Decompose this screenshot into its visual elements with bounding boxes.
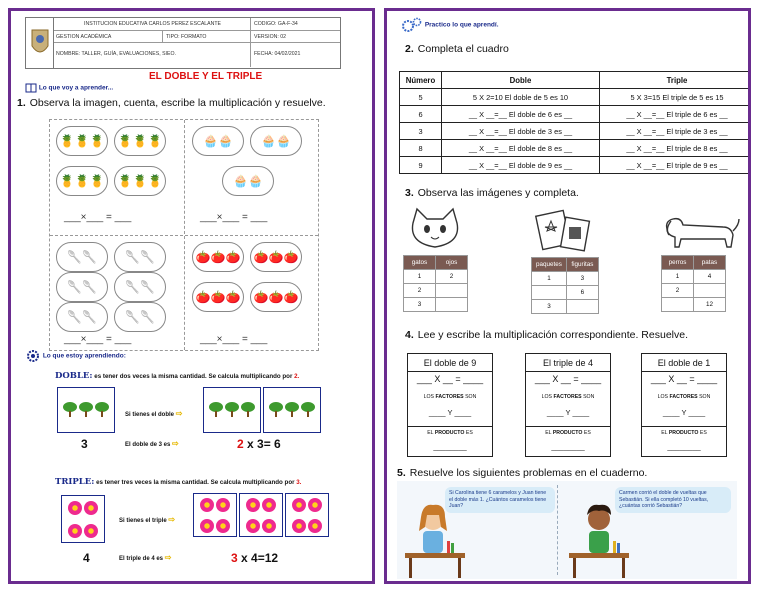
card-factors-blank[interactable]: ____ Y ____ [428, 408, 472, 417]
pineapple-group: 🍍🍍🍍 [114, 166, 166, 196]
spoon-group: 🥄🥄 [56, 242, 108, 272]
question-4: 4. Lee y escribe la multiplicación correspondiente. Resuelve. [405, 329, 688, 341]
dogs-legs-table: perros patas 1 4 2 12 [661, 255, 726, 312]
school-crest-icon [26, 18, 54, 68]
answer-blank[interactable]: ___×___ = ___ [200, 212, 268, 223]
tree-icon [95, 402, 109, 418]
gears-icon [401, 17, 423, 33]
triple-definition: TRIPLE: es tener tres veces la misma cantidad. Se calcula multiplicando por 3. [55, 477, 302, 487]
doc-type: TIPO: FORMATO [166, 33, 207, 40]
answer-blank[interactable]: ___×___ = ___ [64, 212, 132, 223]
spoon-group: 🥄🥄 [56, 272, 108, 302]
exercise-card-double-9: El doble de 9 ___ X __ = ____ LOS FACTORES SON ____ Y ____ EL PRODUCTO ES ________ [407, 353, 493, 457]
counting-image-grid [49, 119, 319, 351]
tree-icon [79, 402, 93, 418]
doble-if-label: Si tienes el doble ⇨ [125, 409, 183, 418]
doble-base-number: 3 [81, 437, 88, 451]
double-triple-table [399, 71, 751, 174]
doble-definition: DOBLE: es tener dos veces la misma cantidad. Se calcula multiplicando por 2. [55, 371, 300, 381]
question-5: 5. Resuelve los siguientes problemas en el cuaderno. [397, 467, 648, 479]
card-equation-blank[interactable]: ___ X __ = ____ [534, 374, 602, 384]
card-factors-blank[interactable]: ____ Y ____ [546, 408, 590, 417]
worksheet-page-right [384, 8, 751, 584]
tomato-group: 🍅🍅🍅 [250, 242, 302, 272]
gear-icon [25, 349, 41, 363]
intro-heading: Lo que voy a aprender... [25, 83, 113, 93]
management-label: GESTION ACADÉMICA [56, 33, 112, 40]
exercise-card-double-1: El doble de 1 ___ X __ = ____ LOS FACTORES SON ____ Y ____ EL PRODUCTO ES ________ [641, 353, 727, 457]
boy-at-desk-icon [567, 501, 631, 579]
col-header: Doble [442, 72, 600, 89]
tomato-group: 🍅🍅🍅 [250, 282, 302, 312]
flower-icon [84, 501, 98, 515]
card-product-blank[interactable]: ________ [433, 442, 467, 451]
school-header [25, 17, 341, 69]
cupcake-group: 🧁🧁 [192, 126, 244, 156]
cat-icon [407, 207, 463, 251]
institution-name: INSTITUCION EDUCATIVA CARLOS PEREZ ESCALANTE [84, 21, 222, 27]
pineapple-group: 🍍🍍🍍 [56, 166, 108, 196]
girl-at-desk-icon [403, 501, 467, 579]
flower-icon [84, 524, 98, 538]
answer-blank[interactable]: ___×___ = ___ [200, 334, 268, 345]
spoon-group: 🥄🥄 [114, 302, 166, 332]
doble-result: 2 x 3= 6 [237, 437, 281, 451]
table-row: 9 __ X __=__ El doble de 9 es __ __ X __=__ El triple de 9 es __ [400, 157, 752, 174]
arrow-right-icon: ⇨ [164, 553, 172, 562]
triple-base-number: 4 [83, 551, 90, 565]
flower-box-base [61, 495, 105, 543]
question-2: 2. Completa el cuadro [405, 43, 509, 55]
tree-box-double-1 [203, 387, 261, 433]
doc-date: FECHA: 04/02/2021 [254, 51, 301, 57]
arrow-right-icon: ⇨ [168, 515, 176, 524]
tree-icon [63, 402, 77, 418]
table-row: 3 __ X __=__ El doble de 3 es __ __ X __=__ El triple de 3 es __ [400, 123, 752, 140]
arrow-right-icon: ⇨ [172, 439, 179, 448]
flower-box-triple-2 [239, 493, 283, 537]
card-equation-blank[interactable]: ___ X __ = ____ [416, 374, 484, 384]
worksheet-page-left [8, 8, 375, 584]
flower-icon [68, 501, 82, 515]
answer-blank[interactable]: ___×___ = ___ [64, 334, 132, 345]
flower-box-triple-1 [193, 493, 237, 537]
learning-heading: Lo que estoy aprendiendo: [25, 349, 126, 363]
tree-box-double-2 [263, 387, 321, 433]
sticker-pack-icon [533, 205, 597, 257]
question-1: 1. Observa la imagen, cuenta, escribe la multiplicación y resuelve. [17, 97, 326, 109]
exercise-card-triple-4: El triple de 4 ___ X __ = ____ LOS FACTORES SON ____ Y ____ EL PRODUCTO ES ________ [525, 353, 611, 457]
col-header: Número [400, 72, 442, 89]
card-product-blank[interactable]: ________ [667, 442, 701, 451]
tomato-group: 🍅🍅🍅 [192, 282, 244, 312]
problems-scene [397, 481, 737, 579]
col-header: Triple [600, 72, 752, 89]
practice-heading: Practico lo que aprendí. [401, 17, 499, 33]
table-row: 5 5 X 2=10 El doble de 5 es 10 5 X 3=15 El triple de 5 es 15 [400, 89, 752, 106]
tomato-group: 🍅🍅🍅 [192, 242, 244, 272]
question-3: 3. Observa las imágenes y completa. [405, 187, 579, 199]
doc-name: NOMBRE: TALLER, GUÍA, EVALUACIONES, SIEO. [56, 51, 176, 57]
table-header-row [400, 72, 752, 89]
flower-icon [68, 524, 82, 538]
problem-2-text: Carmen corrió el doble de vueltas que Sebastián. Si ella completó 10 vueltas, ¿cuántas corrió Sebastián? [615, 487, 731, 513]
cupcake-group: 🧁🧁 [250, 126, 302, 156]
pineapple-group: 🍍🍍🍍 [56, 126, 108, 156]
book-icon [25, 83, 37, 93]
spoon-group: 🥄🥄 [114, 242, 166, 272]
triple-of-label: El triple de 4 es ⇨ [119, 553, 172, 562]
triple-if-label: Si tienes el triple ⇨ [119, 515, 176, 524]
pineapple-group: 🍍🍍🍍 [114, 126, 166, 156]
dog-icon [657, 211, 741, 251]
arrow-right-icon: ⇨ [175, 409, 183, 418]
card-equation-blank[interactable]: ___ X __ = ____ [650, 374, 718, 384]
flower-box-triple-3 [285, 493, 329, 537]
doc-code: CODIGO: GA-F-34 [254, 21, 298, 27]
page-title: EL DOBLE Y EL TRIPLE [149, 71, 263, 82]
doble-of-label: El doble de 3 es ⇨ [125, 439, 179, 448]
table-row: 6 __ X __=__ El doble de 6 es __ __ X __=__ El triple de 6 es __ [400, 106, 752, 123]
tree-box-base [57, 387, 115, 433]
spoon-group: 🥄🥄 [56, 302, 108, 332]
card-product-blank[interactable]: ________ [551, 442, 585, 451]
card-factors-blank[interactable]: ____ Y ____ [662, 408, 706, 417]
doc-version: VERSION: 02 [254, 33, 287, 40]
triple-result: 3 x 4=12 [231, 551, 279, 565]
problem-1-text: Si Carolina tiene 6 caramelos y Juan tiene el doble más 1. ¿Cuántos caramelos tiene Juan? [445, 487, 555, 513]
cats-eyes-table: gatos ojos 1 2 2 3 [403, 255, 468, 312]
table-row: 8 __ X __=__ El doble de 8 es __ __ X __=__ El triple de 8 es __ [400, 140, 752, 157]
packs-stickers-table: paquetes figuritas 1 3 6 3 [531, 257, 599, 314]
spoon-group: 🥄🥄 [114, 272, 166, 302]
cupcake-group: 🧁🧁 [222, 166, 274, 196]
